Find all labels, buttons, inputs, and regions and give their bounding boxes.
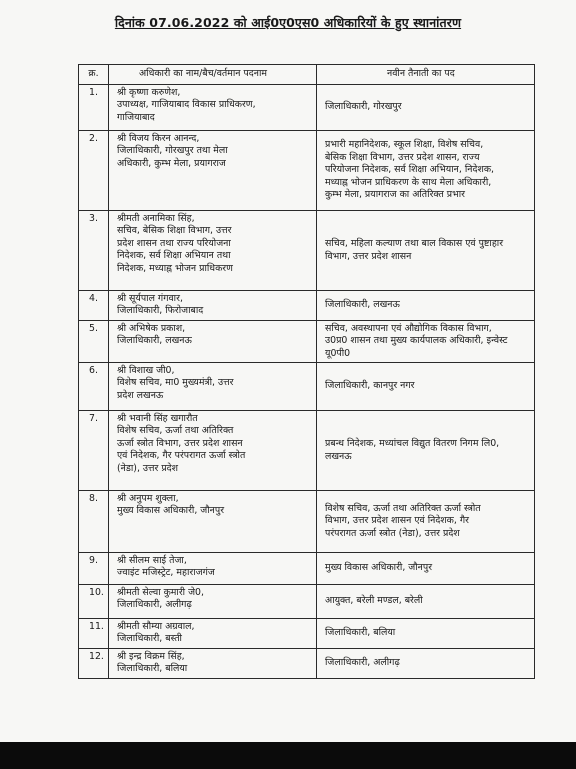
new-post-line: यू0पी0 bbox=[325, 347, 351, 359]
officer-detail-line: श्री अनुपम शुक्ला, bbox=[117, 493, 179, 505]
officer-detail-line: (नेडा), उत्तर प्रदेश bbox=[117, 462, 179, 474]
new-post-line: जिलाधिकारी, बलिया bbox=[325, 627, 396, 639]
new-post-cell bbox=[317, 649, 535, 679]
officer-detail-line: श्रीमती सेल्वा कुमारी जे0, bbox=[117, 587, 204, 599]
serial-cell: 3. bbox=[79, 211, 109, 291]
serial-cell: 11. bbox=[79, 619, 109, 649]
new-post-cell bbox=[317, 619, 535, 649]
new-post-cell bbox=[317, 411, 535, 491]
officer-name-cell bbox=[109, 411, 317, 491]
new-post-cell bbox=[317, 585, 535, 619]
new-post-line: कुम्भ मेला, प्रयागराज का अतिरिक्त प्रभार bbox=[325, 189, 465, 201]
serial-cell: 8. bbox=[79, 491, 109, 553]
table-row bbox=[79, 363, 535, 411]
officer-name-cell bbox=[109, 619, 317, 649]
new-post-line: जिलाधिकारी, कानपुर नगर bbox=[325, 380, 415, 392]
officer-detail-line: निदेशक, सर्व शिक्षा अभियान तथा bbox=[117, 250, 231, 262]
officer-detail-line: श्री अभिषेक प्रकाश, bbox=[117, 322, 186, 334]
table-row bbox=[79, 619, 535, 649]
serial-cell: 12. bbox=[79, 649, 109, 679]
new-post-line: आयुक्त, बरेली मण्डल, बरेली bbox=[325, 595, 423, 607]
officer-detail-line: उपाध्यक्ष, गाजियाबाद विकास प्राधिकरण, bbox=[117, 99, 256, 111]
serial-cell: 4. bbox=[79, 291, 109, 321]
transfer-table bbox=[78, 64, 535, 679]
serial-cell: 6. bbox=[79, 363, 109, 411]
new-post-line: लखनऊ bbox=[325, 450, 352, 462]
officer-name-cell bbox=[109, 131, 317, 211]
officer-detail-line: श्री विशाख जी0, bbox=[117, 365, 175, 377]
table-row bbox=[79, 649, 535, 679]
officer-detail-line: जिलाधिकारी, बलिया bbox=[117, 663, 188, 675]
officer-name-cell bbox=[109, 649, 317, 679]
officer-detail-line: श्री सीलम साई तेजा, bbox=[117, 555, 187, 567]
new-post-cell bbox=[317, 363, 535, 411]
table-header-row bbox=[79, 65, 535, 85]
serial-cell: 2. bbox=[79, 131, 109, 211]
officer-detail-line: श्री कृष्णा करुणेश, bbox=[117, 87, 181, 98]
serial-cell: 10. bbox=[79, 585, 109, 619]
serial-cell: 9. bbox=[79, 553, 109, 585]
header-officer-name: अधिकारी का नाम/बैच/वर्तमान पदनाम bbox=[109, 65, 317, 85]
bottom-bar bbox=[0, 742, 576, 769]
officer-detail-line: जिलाधिकारी, गोरखपुर तथा मेला bbox=[117, 145, 228, 157]
officer-detail-line: जिलाधिकारी, फिरोजाबाद bbox=[117, 305, 204, 317]
officer-detail-line: श्री भवानी सिंह खगारौत bbox=[117, 413, 198, 425]
officer-detail-line: निदेशक, मध्याह्न भोजन प्राधिकरण bbox=[117, 262, 233, 274]
officer-detail-line: अधिकारी, कुम्भ मेला, प्रयागराज bbox=[117, 157, 226, 169]
officer-detail-line: एवं निदेशक, गैर परंपरागत ऊर्जा स्त्रोत bbox=[117, 450, 246, 462]
new-post-cell bbox=[317, 553, 535, 585]
new-post-cell bbox=[317, 211, 535, 291]
officer-detail-line: सचिव, बेसिक शिक्षा विभाग, उत्तर bbox=[117, 225, 232, 237]
new-post-line: मध्याह्न भोजन प्राधिकरण के साथ मेला अधिकारी, bbox=[325, 176, 492, 188]
header-new-post: नवीन तैनाती का पद bbox=[317, 65, 535, 85]
officer-detail-line: प्रदेश शासन तथा राज्य परियोजना bbox=[117, 237, 231, 249]
new-post-line: विशेष सचिव, ऊर्जा तथा अतिरिक्त ऊर्जा स्त्रोत bbox=[325, 502, 481, 514]
officer-detail-line: श्रीमती अनामिका सिंह, bbox=[117, 213, 195, 224]
officer-name-cell bbox=[109, 211, 317, 291]
serial-cell: 5. bbox=[79, 320, 109, 362]
table-row bbox=[79, 411, 535, 491]
new-post-line: मुख्य विकास अधिकारी, जौनपुर bbox=[325, 562, 433, 574]
table-row bbox=[79, 585, 535, 619]
officer-name-cell bbox=[109, 85, 317, 131]
new-post-line: परंपरागत ऊर्जा स्त्रोत (नेडा), उत्तर प्रदेश bbox=[325, 527, 460, 539]
officer-name-cell bbox=[109, 291, 317, 321]
officer-detail-line: श्री विजय किरन आनन्द, bbox=[117, 133, 200, 144]
officer-detail-line: जिलाधिकारी, बस्ती bbox=[117, 633, 182, 645]
serial-cell: 1. bbox=[79, 85, 109, 131]
officer-detail-line: श्री इन्द्र विक्रम सिंह, bbox=[117, 651, 185, 663]
table-row bbox=[79, 291, 535, 321]
new-post-cell bbox=[317, 320, 535, 362]
serial-cell: 7. bbox=[79, 411, 109, 491]
new-post-line: विभाग, उत्तर प्रदेश शासन bbox=[325, 250, 412, 262]
new-post-line: बेसिक शिक्षा विभाग, उत्तर प्रदेश शासन, राज्य bbox=[325, 151, 480, 163]
officer-detail-line: जिलाधिकारी, लखनऊ bbox=[117, 335, 192, 347]
officer-detail-line: विशेष सचिव, मा0 मुख्यमंत्री, उत्तर bbox=[117, 377, 234, 389]
officer-detail-line: ऊर्जा स्त्रोत विभाग, उत्तर प्रदेश शासन bbox=[117, 437, 243, 449]
officer-detail-line: श्री सूर्यपाल गंगवार, bbox=[117, 293, 183, 304]
new-post-line: जिलाधिकारी, गोरखपुर bbox=[325, 101, 402, 113]
new-post-cell bbox=[317, 131, 535, 211]
table-row bbox=[79, 491, 535, 553]
new-post-line: प्रभारी महानिदेशक, स्कूल शिक्षा, विशेष सचिव, bbox=[325, 139, 484, 151]
table-row bbox=[79, 320, 535, 362]
officer-name-cell bbox=[109, 585, 317, 619]
table-body bbox=[79, 85, 535, 679]
table-row bbox=[79, 131, 535, 211]
officer-detail-line: श्रीमती सौम्या अग्रवाल, bbox=[117, 621, 195, 633]
new-post-line: सचिव, महिला कल्याण तथा बाल विकास एवं पुष्टाहार bbox=[325, 238, 504, 250]
officer-name-cell bbox=[109, 320, 317, 362]
officer-name-cell bbox=[109, 363, 317, 411]
officer-detail-line: विशेष सचिव, ऊर्जा तथा अतिरिक्त bbox=[117, 425, 234, 437]
new-post-line: उ0प्र0 शासन तथा मुख्य कार्यपालक अधिकारी, इन्वेस्ट bbox=[325, 335, 508, 347]
table-row bbox=[79, 211, 535, 291]
officer-detail-line: जिलाधिकारी, अलीगढ़ bbox=[117, 599, 192, 611]
new-post-line: जिलाधिकारी, अलीगढ़ bbox=[325, 657, 400, 669]
table-row bbox=[79, 553, 535, 585]
officer-detail-line: ज्वाइंट मजिस्ट्रेट, महाराजगंज bbox=[117, 567, 215, 579]
table-row bbox=[79, 85, 535, 131]
officer-detail-line: मुख्य विकास अधिकारी, जौनपुर bbox=[117, 505, 225, 517]
officer-detail-line: गाजियाबाद bbox=[117, 111, 155, 123]
officer-name-cell bbox=[109, 491, 317, 553]
new-post-line: प्रबन्ध निदेशक, मध्यांचल विद्युत वितरण निगम लि0, bbox=[325, 438, 500, 450]
new-post-cell bbox=[317, 291, 535, 321]
new-post-line: जिलाधिकारी, लखनऊ bbox=[325, 299, 400, 311]
header-serial: क्र. bbox=[79, 65, 109, 85]
document-title: दिनांक 07.06.2022 को आई0ए0एस0 अधिकारियों के हुए स्थानांतरण bbox=[114, 15, 462, 30]
new-post-line: परियोजना निदेशक, सर्व शिक्षा अभियान, निदेशक, bbox=[325, 164, 495, 176]
new-post-line: सचिव, अवस्थापना एवं औद्योगिक विकास विभाग, bbox=[325, 322, 492, 334]
new-post-cell bbox=[317, 85, 535, 131]
officer-detail-line: प्रदेश लखनऊ bbox=[117, 389, 164, 401]
officer-name-cell bbox=[109, 553, 317, 585]
new-post-line: विभाग, उत्तर प्रदेश शासन एवं निदेशक, गैर bbox=[325, 515, 469, 527]
new-post-cell bbox=[317, 491, 535, 553]
